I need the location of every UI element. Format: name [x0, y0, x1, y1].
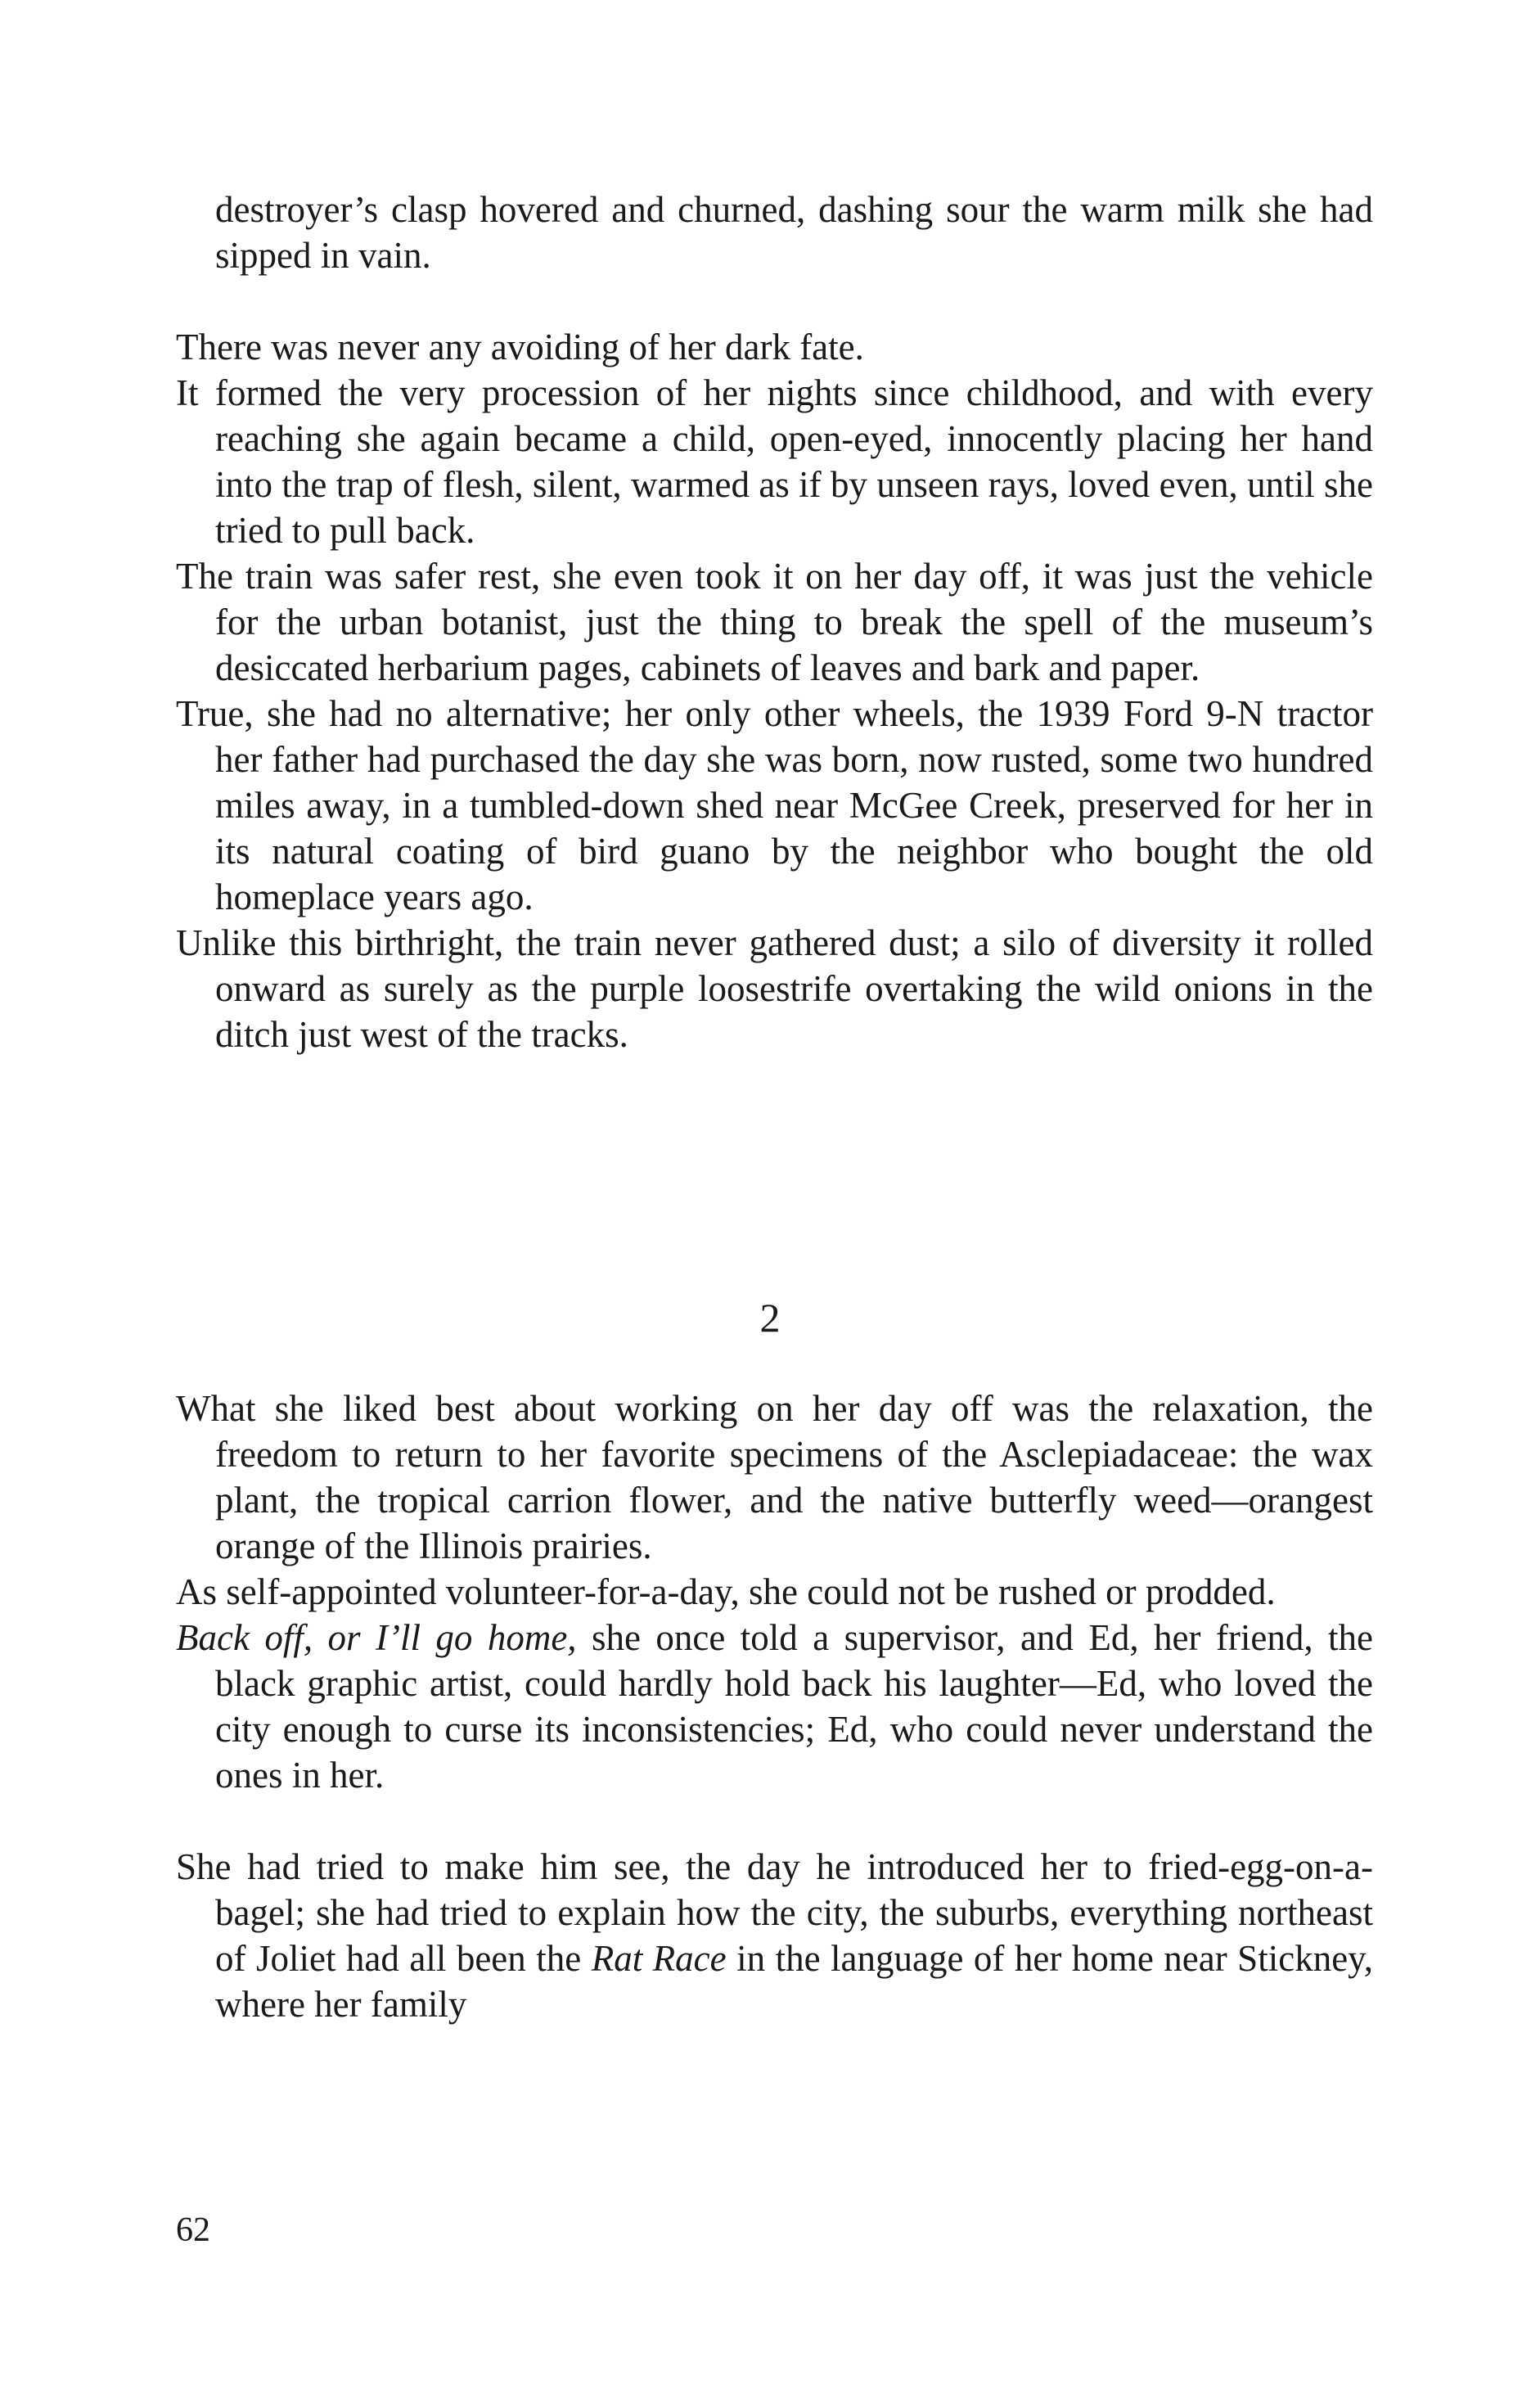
- italic-phrase: Back off, or I’ll go home,: [176, 1617, 577, 1658]
- paragraph: It formed the very procession of her nights since childhood, and with every reaching she again became a child, open-eyed, innocently placing her hand into the trap of flesh, silent, warmed as if by unseen rays, loved even, until she tried to pull back.: [176, 372, 1373, 551]
- paragraph: [176, 1844, 1373, 2027]
- text-block-upper: [176, 187, 1373, 1057]
- section-number: 2: [759, 1295, 781, 1341]
- paragraph: True, she had no alternative; her only other wheels, the 1939 Ford 9-N tractor her father had purchased the day she was born, now rusted, some two hundred miles away, in a tumbled-down shed near McGee Creek, preserved for her in its natural coating of bird guano by the neighbor who bought the old homeplace years ago.: [176, 693, 1373, 917]
- paragraph: There was never any avoiding of her dark fate.: [176, 327, 864, 367]
- paragraph: Unlike this birthright, the train never gathered dust; a silo of diversity it rolled onward as surely as the purple loosestrife overtaking the wild onions in the ditch just west of the tracks.: [176, 922, 1373, 1055]
- paragraph-continuation: destroyer’s clasp hovered and churned, dashing sour the warm milk she had sipped in vain.: [215, 189, 1373, 276]
- italic-phrase: Rat Race: [591, 1938, 727, 1979]
- paragraph: [176, 1615, 1373, 1798]
- paragraph: As self-appointed volunteer-for-a-day, she could not be rushed or prodded.: [176, 1571, 1276, 1612]
- paragraph-text: in the language of her home near Stickney, where her family: [215, 1938, 1373, 2025]
- page-number: 62: [176, 2211, 210, 2249]
- paragraph-text: She had tried to make him see, the day he introduced her to fried-egg-on-a-bagel; she had tried to explain how the city, the suburbs, everything northeast of Joliet had all been the: [176, 1846, 1373, 1979]
- paragraph: The train was safer rest, she even took it on her day off, it was just the vehicle for the urban botanist, just the thing to break the spell of the museum’s desiccated herbarium pages, cabinets of leaves and bark and paper.: [176, 556, 1373, 688]
- paragraph: What she liked best about working on her day off was the relaxation, the freedom to return to her favorite specimens of the Asclepiadaceae: the wax plant, the tropical carrion flower, and the native butterfly weed—orangest orange of the Illinois prairies.: [176, 1388, 1373, 1566]
- text-block-lower: [176, 1386, 1373, 2027]
- paragraph-text: she once told a supervisor, and Ed, her friend, the black graphic artist, could hardly hold back his laughter—Ed, who loved the city enough to curse its inconsistencies; Ed, who could never understand the ones in her.: [215, 1617, 1373, 1796]
